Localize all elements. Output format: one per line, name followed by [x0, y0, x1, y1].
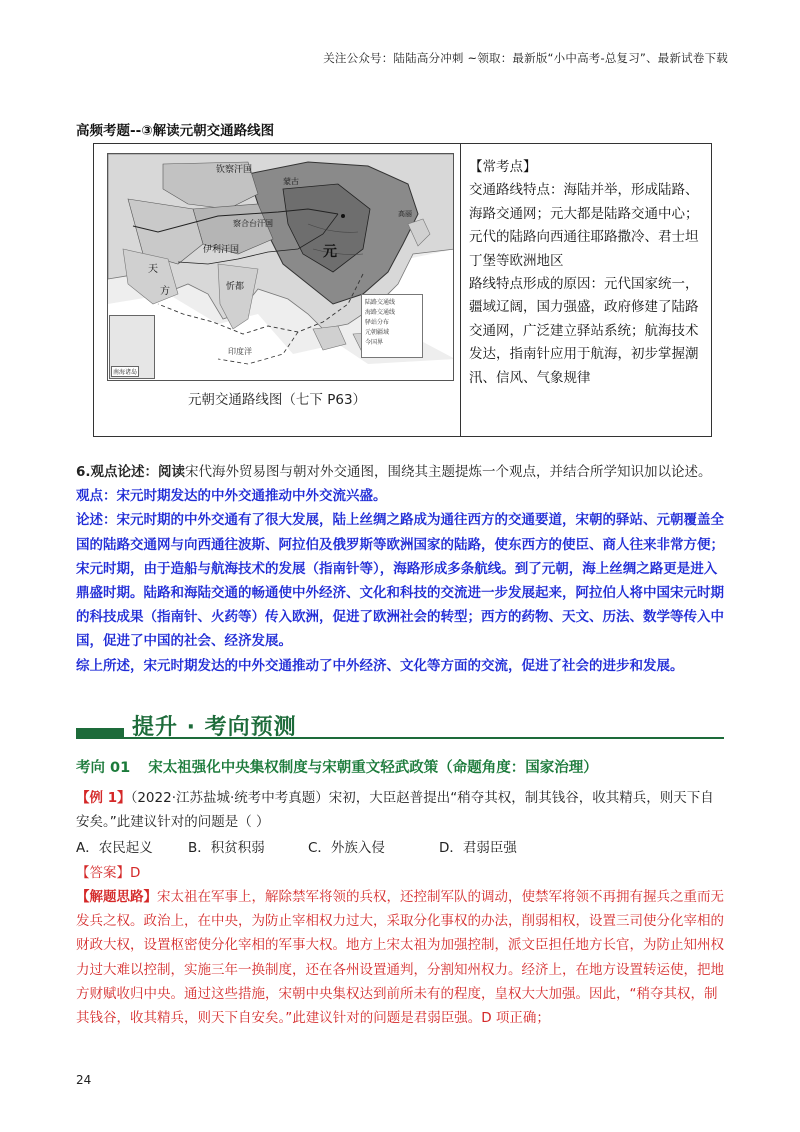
svg-text:方: 方 [160, 286, 170, 297]
legend-item: 陆路交通线 [365, 299, 396, 306]
notes-title: 【常考点】 [469, 159, 537, 175]
viewpoint: 观点：宋元时期发达的中外交通推动中外交流兴盛。 [76, 488, 387, 505]
kaoxiang-title: 宋太祖强化中央集权制度与宋朝重文轻武政策（命题角度：国家治理） [148, 760, 598, 776]
svg-text:天: 天 [148, 264, 158, 275]
notes-reasons: 路线特点形成的原因：元代国家统一，疆域辽阔，国力强盛，政府修建了陆路交通网，广泛建立驿站系统；航海技术发达，指南针应用于航海，初步掌握潮汛、信风、气象规律 [469, 276, 699, 386]
option-b: B．积贫积弱 [188, 840, 265, 856]
option-c: C．外族入侵 [308, 840, 385, 856]
question-6 [76, 460, 724, 678]
argument: 论述：宋元时期的中外交通有了很大发展，陆上丝绸之路成为通往西方的交通要道，宋朝的驿站、元朝覆盖全国的陆路交通网与向西通往波斯、阿拉伯及俄罗斯等欧洲国家的陆路，使东西方的使臣、商人往来非常方便；宋元时期，由于造船与航海技术的发展（指南针等），海路形成多条航线。到了元朝，海上丝绸之路更是进入鼎盛时期。陆路和海陆交通的畅通使中外经济、文化和科技的交流进一步发展起来，阿拉伯人将中国宋元时期的科技成果（指南针、火药等）传入欧洲，促进了欧洲社会的转型；西方的药物、天文、历法、数学等传入中国，促进了中国的社会、经济发展。 [76, 512, 724, 650]
kaoxiang-heading [76, 756, 598, 777]
option-a: A．农民起义 [76, 840, 153, 856]
svg-text:察合台汗国: 察合台汗国 [233, 219, 273, 228]
svg-text:蒙古: 蒙古 [283, 177, 299, 186]
analysis [76, 885, 724, 1030]
map-legend [361, 294, 423, 358]
banner-bar [76, 728, 124, 737]
question-6-lead: 6.观点论述：阅读 [76, 464, 186, 480]
question-6-text: 宋代海外贸易图与朝对外交通图，围绕其主题提炼一个观点，并结合所学知识加以论述。 [185, 464, 712, 480]
banner-title: 提升 · 考向预测 [132, 715, 297, 740]
example-1 [76, 786, 724, 834]
legend-item: 海路交通线 [365, 309, 396, 316]
legend-item: 元朝疆域 [365, 329, 390, 336]
legend-item: 今国界 [365, 339, 384, 346]
example-tag: 【例 1】 [76, 790, 131, 806]
map-scale-note: 南海诸岛 [111, 366, 139, 377]
svg-text:忻都: 忻都 [226, 282, 245, 292]
section-title: 高频考题--③解读元朝交通路线图 [76, 123, 275, 139]
kaoxiang-number: 考向 01 [76, 760, 131, 776]
option-d: D．君弱臣强 [439, 840, 517, 856]
map-caption: 元朝交通路线图（七下 P63） [187, 392, 367, 408]
conclusion: 综上所述，宋元时期发达的中外交通推动了中外经济、文化等方面的交流，促进了社会的进步和发展。 [76, 657, 684, 674]
legend-item: 驿站分布 [365, 319, 390, 326]
options-row [76, 836, 517, 856]
svg-text:印度洋: 印度洋 [228, 347, 252, 356]
section-banner [76, 708, 724, 742]
example-stem: （2022·江苏盐城·统考中考真题）宋初，大臣赵普提出“稍夺其权，制其钱谷，收其精兵，则天下自安矣。”此建议针对的问题是（ ） [76, 790, 714, 831]
page-number: 24 [76, 1073, 92, 1087]
answer: 【答案】D [76, 865, 141, 881]
analysis-tag: 【解题思路】 [76, 889, 157, 905]
svg-text:伊利汗国: 伊利汗国 [203, 245, 240, 255]
notes-cell [461, 144, 711, 436]
svg-text:钦察汗国: 钦察汗国 [216, 165, 253, 175]
question-6-prompt [76, 460, 724, 484]
analysis-text: 宋太祖在军事上，解除禁军将领的兵权，还控制军队的调动，使禁军将领不再拥有握兵之重而无发兵之权。政治上，在中央，为防止宰相权力过大，采取分化事权的办法，削弱相权，设置三司使分化宰相的财政大权，设置枢密使分化宰相的军事大权。地方上宋太祖为加强控制，派文臣担任地方长官，为防止知州权力过大难以控制，实施三年一换制度，还在各州设置通判，分割知州权力。经济上，在地方设置转运使，把地方财赋收归中央。通过这些措施，宋朝中央集权达到前所未有的程度，皇权大大加强。因此，“稍夺其权，制其钱谷，收其精兵，则天下自安矣。”此建议针对的问题是君弱臣强。D 项正确； [76, 889, 724, 1027]
yuan-route-map [107, 153, 454, 381]
svg-text:高丽: 高丽 [398, 210, 412, 218]
notes-characteristics: 交通路线特点：海陆并举，形成陆路、海路交通网；元大都是陆路交通中心；元代的陆路向西通往耶路撒冷、君士坦丁堡等欧洲地区 [469, 182, 699, 269]
header-note: 关注公众号：陆陆高分冲刺 ~领取：最新版“小中高考-总复习”、最新试卷下载 [323, 51, 728, 65]
route-map-table [93, 143, 712, 437]
svg-text:元: 元 [323, 244, 337, 260]
map-cell [94, 144, 461, 436]
